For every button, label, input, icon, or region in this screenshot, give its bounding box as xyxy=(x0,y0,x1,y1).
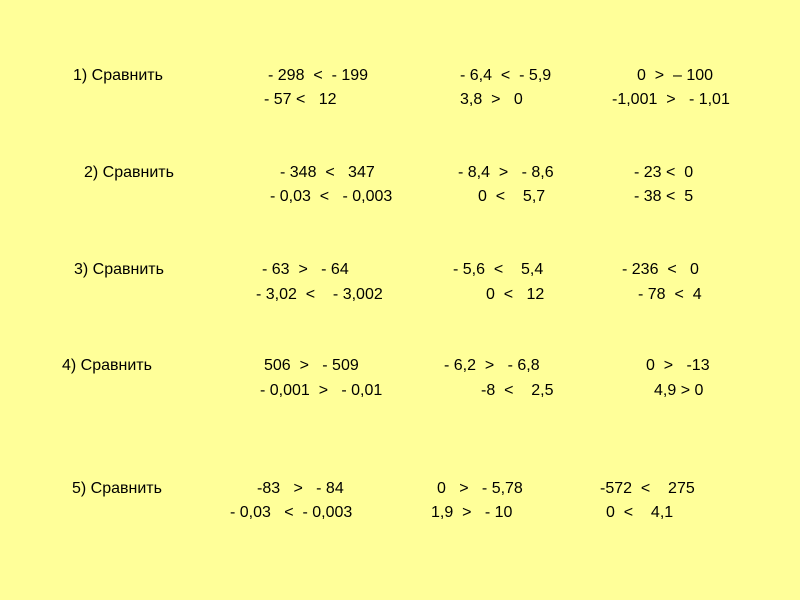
exercise-1-comparison: - 57 < 12 xyxy=(264,91,337,108)
exercise-4-comparison: - 0,001 > - 0,01 xyxy=(260,382,383,399)
exercise-4-comparison: -8 < 2,5 xyxy=(481,382,554,399)
exercise-3-comparison: - 78 < 4 xyxy=(638,286,702,303)
exercise-1-comparison: 3,8 > 0 xyxy=(460,91,523,108)
exercise-1-comparison: - 6,4 < - 5,9 xyxy=(460,67,552,84)
exercise-3-label: 3) Сравнить xyxy=(74,261,164,278)
exercise-2-comparison: - 23 < 0 xyxy=(634,164,694,181)
exercise-3-comparison: - 3,02 < - 3,002 xyxy=(256,286,383,303)
exercise-5-label: 5) Сравнить xyxy=(72,480,162,497)
exercise-2-comparison: 0 < 5,7 xyxy=(478,188,546,205)
exercise-5-comparison: 0 < 4,1 xyxy=(606,504,674,521)
exercise-4-comparison: 4,9 > 0 xyxy=(654,382,704,399)
exercise-1-label: 1) Сравнить xyxy=(73,67,163,84)
exercise-1-comparison: -1,001 > - 1,01 xyxy=(612,91,730,108)
exercise-2-comparison: - 8,4 > - 8,6 xyxy=(458,164,554,181)
exercise-2-comparison: - 0,03 < - 0,003 xyxy=(270,188,393,205)
exercise-2-label: 2) Сравнить xyxy=(84,164,174,181)
exercise-1-comparison: 0 > – 100 xyxy=(637,67,714,84)
exercise-1-comparison: - 298 < - 199 xyxy=(268,67,369,84)
exercise-4-comparison: 506 > - 509 xyxy=(264,357,359,374)
exercise-2-comparison: - 348 < 347 xyxy=(280,164,375,181)
exercise-3-comparison: 0 < 12 xyxy=(486,286,545,303)
exercise-5-comparison: - 0,03 < - 0,003 xyxy=(230,504,353,521)
exercise-2-comparison: - 38 < 5 xyxy=(634,188,694,205)
exercise-5-comparison: 1,9 > - 10 xyxy=(431,504,513,521)
exercise-3-comparison: - 236 < 0 xyxy=(622,261,699,278)
exercise-4-comparison: - 6,2 > - 6,8 xyxy=(444,357,540,374)
exercise-5-comparison: 0 > - 5,78 xyxy=(437,480,523,497)
exercise-5-comparison: -83 > - 84 xyxy=(257,480,344,497)
exercise-5-comparison: -572 < 275 xyxy=(600,480,695,497)
exercise-4-comparison: 0 > -13 xyxy=(646,357,710,374)
exercise-4-label: 4) Сравнить xyxy=(62,357,152,374)
exercise-3-comparison: - 5,6 < 5,4 xyxy=(453,261,544,278)
exercise-3-comparison: - 63 > - 64 xyxy=(262,261,349,278)
